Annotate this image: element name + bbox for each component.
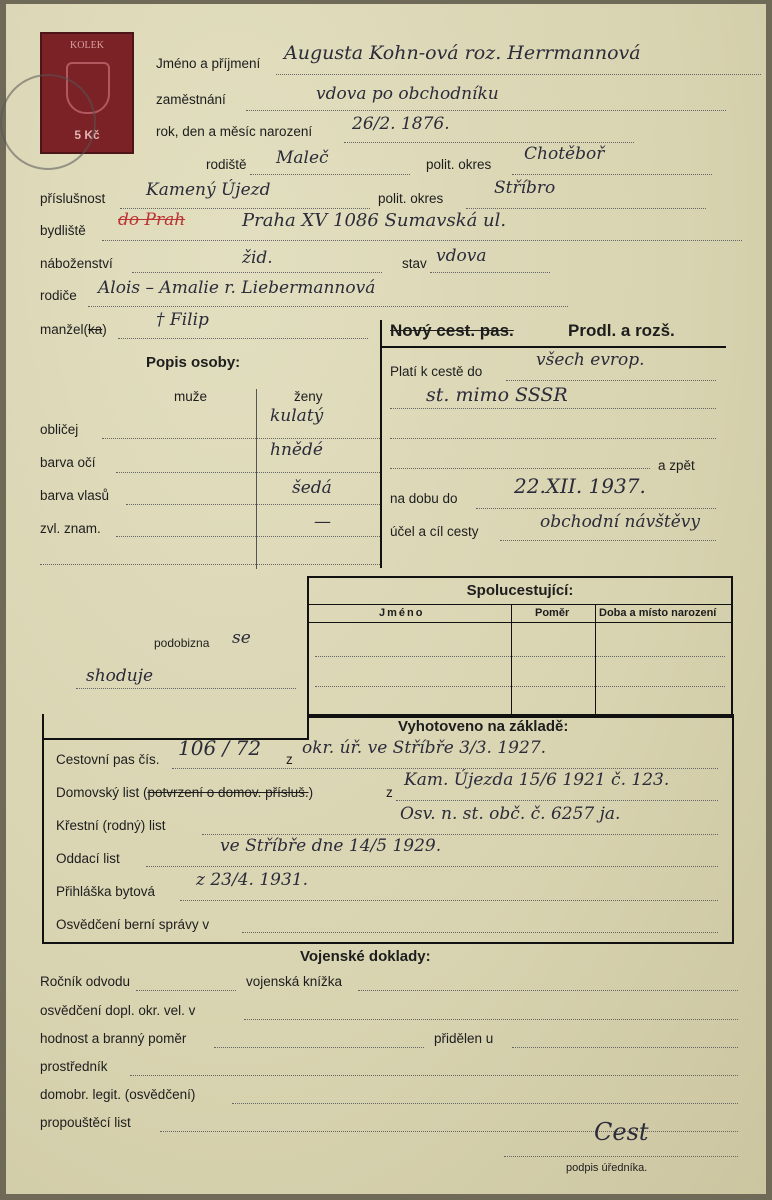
passport-from: z — [286, 752, 293, 767]
purpose-label: účel a cíl cesty — [390, 524, 479, 539]
marks-label: zvl. znam. — [40, 521, 101, 536]
parents-label: rodiče — [40, 288, 77, 303]
legitimation-label: domobr. legit. (osvědčení) — [40, 1087, 196, 1102]
new-passport-label: Nový cest. pas. — [390, 321, 514, 340]
col-name: Jméno — [379, 607, 425, 619]
companions-heading: Spolucestující: — [466, 582, 574, 599]
birth-certificate-value: Osv. n. st. obč. č. 6257 ja. — [400, 804, 621, 824]
hair-label: barva vlasů — [40, 488, 110, 503]
citizenship-value: Kamený Újezd — [146, 180, 271, 200]
name-label: Jméno a příjmení — [156, 56, 261, 71]
valid-value-2: st. mimo SSSR — [426, 384, 568, 406]
registration-label: Přihláška bytová — [56, 884, 156, 899]
passport-box-left — [380, 320, 382, 568]
religion-value: žid. — [242, 248, 273, 268]
district2-label: polit. okres — [378, 191, 444, 206]
face-value: kulatý — [270, 406, 324, 426]
registration-value: z 23/4. 1931. — [196, 870, 309, 890]
draft-year-label: Ročník odvodu — [40, 974, 131, 989]
similarity-label: podobizna — [154, 636, 210, 650]
rank-label: hodnost a branný poměr — [40, 1031, 187, 1046]
official-signature: Cest — [594, 1118, 649, 1146]
description-heading: Popis osoby: — [146, 354, 241, 371]
stamp-value: 5 Kč — [74, 128, 100, 142]
assigned-label: přidělen u — [434, 1031, 494, 1046]
birth-certificate-label: Křestní (rodný) list — [56, 818, 166, 833]
signature-label: podpis úředníka. — [566, 1162, 648, 1174]
spouse-label: manžel(ka) — [40, 322, 107, 337]
marks-value: — — [314, 512, 331, 532]
col-female: ženy — [294, 389, 323, 404]
passport-number-value: 106 / 72 — [178, 736, 262, 760]
residence-correction: do Prah — [118, 210, 186, 230]
certificate-label: osvědčení dopl. okr. vel. v — [40, 1003, 196, 1018]
occupation-label: zaměstnání — [156, 92, 226, 107]
col-male: muže — [174, 389, 208, 404]
issued-heading: Vyhotoveno na základě: — [398, 718, 569, 735]
spouse-value: † Filip — [156, 310, 209, 330]
return-label: a zpět — [658, 458, 695, 473]
tax-office-label: Osvědčení berní správy v — [56, 917, 210, 932]
companions-table — [307, 576, 733, 718]
valid-label: Platí k cestě do — [390, 364, 483, 379]
district2-value: Stříbro — [494, 178, 556, 198]
residence-value: Praha XV 1086 Sumavská ul. — [242, 210, 507, 231]
eyes-value: hnědé — [270, 440, 323, 460]
military-heading: Vojenské doklady: — [300, 948, 431, 965]
parents-value: Alois – Amalie r. Liebermannová — [98, 278, 376, 298]
occupation-value: vdova po obchodníku — [316, 84, 499, 104]
birthplace-label: rodiště — [206, 157, 247, 172]
passport-number-label: Cestovní pas čís. — [56, 752, 160, 767]
similarity-value-2: shoduje — [86, 666, 154, 686]
discharge-label: propouštěcí list — [40, 1115, 131, 1130]
military-book-label: vojenská knížka — [246, 974, 343, 989]
col-birth: Doba a místo narození — [599, 607, 717, 619]
description-divider — [256, 389, 257, 569]
name-value: Augusta Kohn-ová roz. Herrmannová — [284, 42, 641, 64]
birth-date-label: rok, den a měsíc narození — [156, 124, 313, 139]
religion-label: náboženství — [40, 256, 113, 271]
birthplace-value: Maleč — [276, 148, 329, 168]
district1-label: polit. okres — [426, 157, 492, 172]
residence-label: bydliště — [40, 223, 86, 238]
district1-value: Chotěboř — [524, 144, 605, 164]
status-value: vdova — [436, 246, 487, 266]
status-label: stav — [402, 256, 427, 271]
domicile-value: Kam. Újezda 15/6 1921 č. 123. — [404, 770, 670, 790]
similarity-value-1: se — [232, 628, 251, 648]
renewal-label: Prodl. a rozš. — [568, 321, 675, 340]
domicile-from: z — [386, 785, 393, 800]
marriage-certificate-label: Oddací list — [56, 851, 120, 866]
hair-value: šedá — [292, 478, 332, 498]
period-value: 22.XII. 1937. — [514, 474, 646, 498]
citizenship-label: příslušnost — [40, 191, 106, 206]
eyes-label: barva očí — [40, 455, 96, 470]
marriage-certificate-value: ve Stříbře dne 14/5 1929. — [220, 836, 442, 856]
domicile-label: Domovský list (potvrzení o domov. přísluš.) — [56, 785, 314, 800]
birth-date-value: 26/2. 1876. — [352, 114, 450, 134]
round-postmark — [0, 74, 96, 170]
period-label: na dobu do — [390, 491, 458, 506]
stamp-header: KOLEK — [70, 40, 104, 51]
passport-detail: okr. úř. ve Stříbře 3/3. 1927. — [302, 738, 547, 758]
passport-box-top — [380, 346, 726, 348]
col-relation: Poměr — [535, 607, 570, 619]
valid-value-1: všech evrop. — [536, 350, 645, 370]
passport-application-form — [6, 4, 766, 1194]
face-label: obličej — [40, 422, 79, 437]
mediator-label: prostředník — [40, 1059, 108, 1074]
purpose-value: obchodní návštěvy — [540, 512, 701, 532]
